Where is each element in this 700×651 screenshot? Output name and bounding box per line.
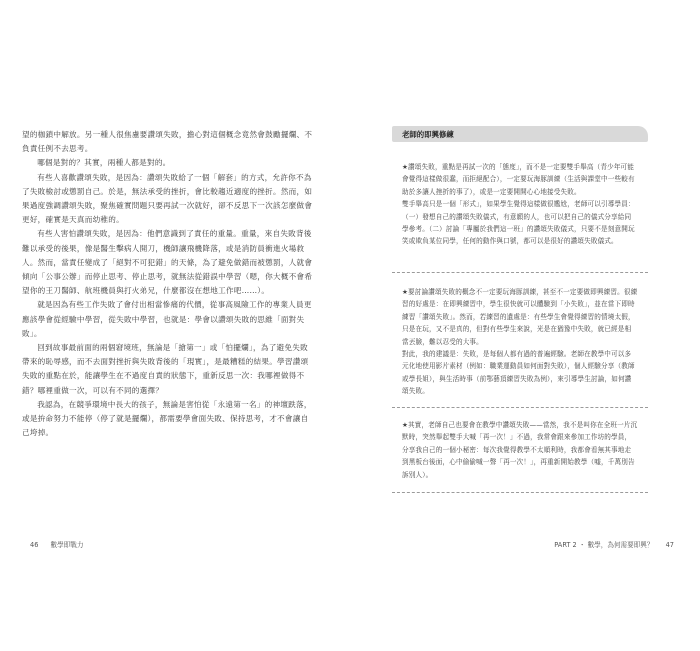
- part-label: PART 2: [554, 541, 577, 549]
- tip-box: [392, 280, 648, 408]
- right-footer: [554, 539, 674, 549]
- paragraph: 有些人害怕讚頌失敗，是因為：他們意識到了責任的重量。重量，來自失敗背後難以承受的後果，像是醫生擊病人開刀，機師讓飛機降落，或是消防員衝進火場救人。然而，當責任變成了「絕對不可犯錯」的天條，為了避免做錯而被懲罰，人就會傾向「公事公辦」而停止思考、停止思考，就無法從錯誤中學習（嗯，你大概不會希望你的王刀醫師、航班機員與打火弟兄，什麼都沒在想地工作吧……）。: [22, 229, 313, 296]
- section-header: [392, 126, 648, 142]
- book-title: 數學即戰力: [50, 541, 84, 549]
- tip-box: [392, 413, 648, 493]
- separator: ・: [578, 541, 586, 549]
- tip-paragraph: 雙手舉高只是一個「形式」，如果學生覺得這樣做很尷尬，老師可以引導學員：（一）發想自己的讚頌失敗儀式，有意願的人，也可以把自己的儀式分享給同學參考。（二）討論「專屬於我們這一班」的讚頌失敗儀式，只要不是刻意開玩笑或欺負某位同學，任何的動作與口號，都可以是很好的讚頌失敗儀式。: [402, 200, 635, 246]
- paragraph: 有些人喜歡讚頌失敗，是因為：讚頌失敗給了一個「解套」的方式，允許你不為了失敗檢討或懲罰自己。於是，無法承受的挫折，會比較趨近適度的挫折。然而，如果過度強調讚頌失敗，聚焦確實問題只要再試一次就好，卻不反思下一次該怎麼做會更好，確實是天真而幼稚的。: [22, 172, 313, 225]
- paragraph: 望的枷鎖中解放。另一種人很焦慮要讚頌失敗，擔心對這個概念竟然會鼓勵擺爛、不負責任例不去思考。: [22, 130, 313, 154]
- paragraph: 我認為，在競爭環境中長大的孩子，無論是害怕從「永遠第一名」的神壇跌落，或是拚命努力不能停（停了就是擺爛），都需要學會面失敗、保持思考，才不會讓自己垮掉。: [22, 399, 312, 438]
- page-number: 46: [30, 541, 39, 549]
- section-title: 老師的即興修練: [402, 130, 454, 139]
- tip-paragraph: ★其實，老師自己也要會在教學中讚頌失敗——當然，我不是叫你在全班一片沉默時，突然舉起雙手大喊「再一次！」不過，我常會跟來參加工作坊的學員，分享我自己的一個小秘密：每次我覺得教學不太順利時，我都會看無其事地走到黑板台後面，心中偷偷喊一聲「再一次！」，再重新開始教學（嘘，千萬別告訴別人）。: [402, 421, 638, 479]
- tip-paragraph: ★讚頌失敗，重點是再試一次的「態度」，而不是一定要雙手舉高（青少年可能會覺得這樣做很蠢，而拒絕配合），一定要玩海豚訓練（生活與課堂中一些較有助於多讓人挫折的事了），或是一定要開開心心地接受失敗。: [402, 163, 635, 196]
- chapter-title: 數學，為何需要即興？: [587, 541, 654, 549]
- right-page: [350, 0, 700, 651]
- left-body-text: [22, 128, 314, 440]
- paragraph: 就是因為有些工作失敗了會付出相當慘痛的代價，從事高風險工作的專業人員更應該學會從經驗中學習，從失敗中學習，也就是：學會以讚頌失敗的思維「面對失敗」。: [22, 300, 312, 338]
- tip-paragraph: ★要討論讚頌失敗的概念不一定要玩海豚訓練，甚至不一定要做即興練習。很練習的好處是：在即興練習中，學生很快就可以體驗到「小失敗」，並在當下即時練習「讚頌失敗」。然而，若練習的遺處是：有些學生會覺得練習的情境太假，只是在玩，又不是真的，但對有些學生來說，光是在猶豫中失敗，就已經是相當丟臉，難以忍受的大事。: [402, 288, 638, 346]
- tip-box: [392, 155, 648, 273]
- page-number: 47: [665, 541, 674, 549]
- tip-paragraph: 對此，我的建議是：失敗，是每個人都有過的普遍經驗。老師在教學中可以多元化地使用影片素材（例如：職業運動員如何面對失敗），個人經驗分享（教師或學長姐），與生活時事（前鄂藝頂練習失敗為例），來引導學生討論，如何讚頌失敗。: [402, 350, 635, 396]
- paragraph: 哪個是對的？其實，兩種人都是對的。: [37, 158, 171, 168]
- paragraph: 回到故事最前面的兩個窘境班，無論是「搶第一」或「怕擺爛」，為了避免失敗帶來的恥辱感，而不去面對挫折與失敗背後的「現實」，是最糟糕的結果。學習讚頌失敗的重點在於，能讓學生在不過度自責的狀態下，重新反思一次：我哪裡做得不錯？哪裡重做一次，可以有不同的選擇？: [22, 343, 309, 395]
- left-footer: [30, 539, 83, 549]
